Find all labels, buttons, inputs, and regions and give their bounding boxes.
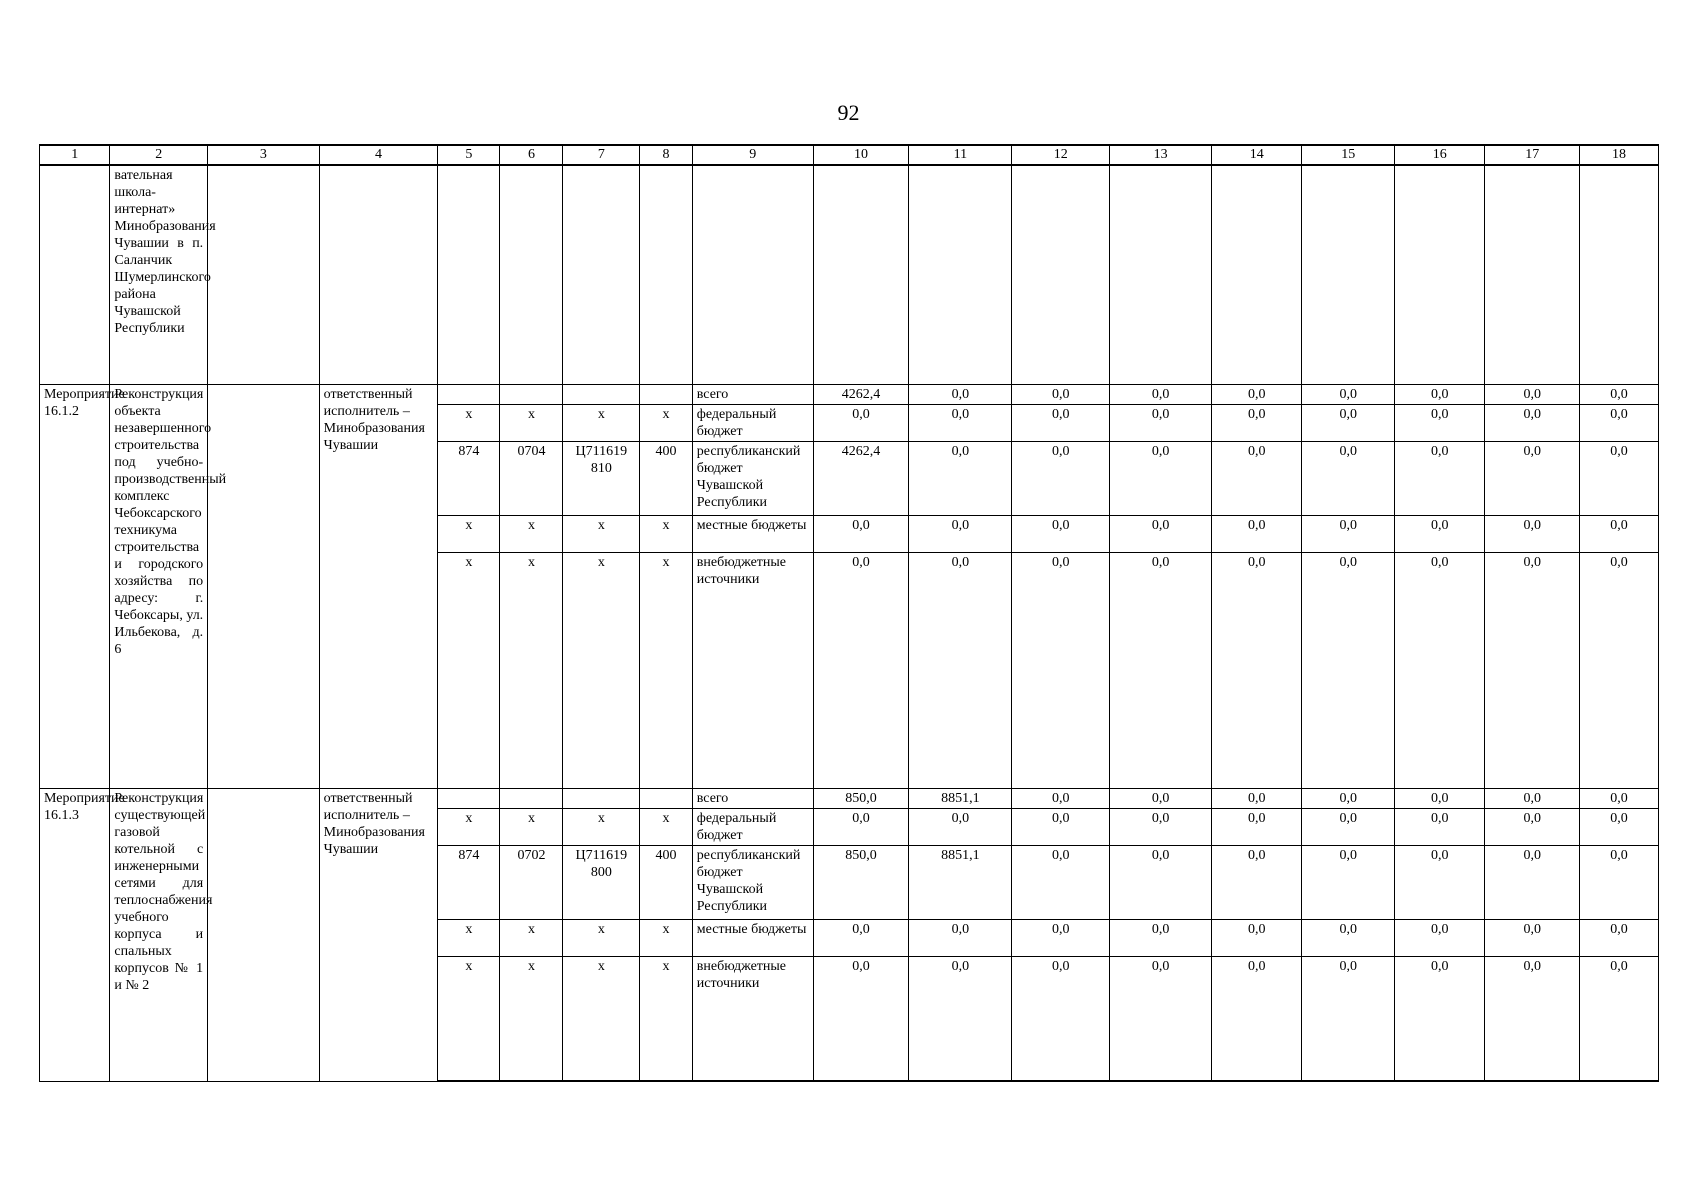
cell-grbs: x [438, 553, 500, 789]
col-header: 12 [1012, 145, 1110, 165]
cell-grbs: x [438, 957, 500, 1082]
cell-value: 4262,4 [813, 442, 909, 516]
cell-value: 0,0 [1110, 957, 1212, 1082]
col-header: 9 [692, 145, 813, 165]
cell-value: 0,0 [1302, 809, 1395, 846]
cell-value: 0,0 [909, 920, 1012, 957]
cell-value: 0,0 [1580, 385, 1659, 405]
cell-value: 0,0 [1580, 516, 1659, 553]
col-header: 18 [1580, 145, 1659, 165]
cell-value: 0,0 [1110, 846, 1212, 920]
cell-value: 0,0 [1485, 442, 1580, 516]
cell-value: 0,0 [1302, 442, 1395, 516]
cell-source: внебюджетные источники [692, 553, 813, 789]
cell-value: 0,0 [1110, 516, 1212, 553]
cell-value: 0,0 [1485, 385, 1580, 405]
cell-value: 0,0 [1485, 553, 1580, 789]
cell-value: 0,0 [1580, 920, 1659, 957]
cell-csr: x [563, 516, 640, 553]
cell-value: 0,0 [1012, 920, 1110, 957]
cell-value: 0,0 [1212, 789, 1302, 809]
cell-value: 0,0 [813, 553, 909, 789]
cell-value: 0,0 [1212, 553, 1302, 789]
cell-rzpr: 0702 [500, 846, 563, 920]
cell-value: 0,0 [1580, 789, 1659, 809]
cell-value: 8851,1 [909, 789, 1012, 809]
cell-rzpr: x [500, 957, 563, 1082]
col-header: 4 [319, 145, 438, 165]
cell-grbs: x [438, 516, 500, 553]
cell-value: 0,0 [909, 385, 1012, 405]
cell-vr: x [640, 957, 693, 1082]
cell-value: 0,0 [1302, 516, 1395, 553]
cell-value: 0,0 [1302, 553, 1395, 789]
cell-value: 0,0 [1580, 809, 1659, 846]
cell-value: 0,0 [1212, 846, 1302, 920]
cell-value: 0,0 [1302, 385, 1395, 405]
cell-csr [563, 789, 640, 809]
cell-value: 0,0 [1394, 789, 1484, 809]
cell-grbs: 874 [438, 846, 500, 920]
cell-value: 0,0 [1580, 553, 1659, 789]
cell-vr [640, 385, 693, 405]
col-header: 1 [40, 145, 110, 165]
cell-grbs [438, 789, 500, 809]
cell-value: 0,0 [1012, 789, 1110, 809]
col-header: 17 [1485, 145, 1580, 165]
cell-value: 0,0 [1302, 789, 1395, 809]
cell-value: 0,0 [909, 553, 1012, 789]
cell-value: 0,0 [813, 809, 909, 846]
cell-value: 0,0 [813, 957, 909, 1082]
cell-vr: x [640, 516, 693, 553]
cell-csr: x [563, 405, 640, 442]
executor: ответственный исполнитель – Минобразования Чувашии [319, 385, 438, 789]
cell-csr [563, 385, 640, 405]
table-row [40, 789, 1659, 809]
cell-value: 0,0 [1012, 957, 1110, 1082]
cell-value: 0,0 [1212, 920, 1302, 957]
table-row [40, 385, 1659, 405]
cell-value: 0,0 [1394, 846, 1484, 920]
measure-label: Мероприятие 16.1.2 [40, 385, 110, 789]
executor: ответственный исполнитель – Минобразования Чувашии [319, 789, 438, 1082]
col-header: 13 [1110, 145, 1212, 165]
measure-name: Реконструкция существующей газовой котельной с инженерными сетями для теплоснабжения учебного корпуса и спальных корпусов № 1 и № 2 [110, 789, 208, 1082]
cell-source: внебюджетные источники [692, 957, 813, 1082]
cell-value: 0,0 [1485, 405, 1580, 442]
cell-value: 0,0 [1012, 405, 1110, 442]
cell-csr: x [563, 553, 640, 789]
cell-grbs: x [438, 809, 500, 846]
cell-value: 0,0 [1110, 405, 1212, 442]
col-header: 2 [110, 145, 208, 165]
cell-value: 0,0 [813, 920, 909, 957]
col-header: 10 [813, 145, 909, 165]
cell-vr: 400 [640, 442, 693, 516]
col-header: 5 [438, 145, 500, 165]
column-number-row [40, 145, 1659, 165]
cell-value: 0,0 [1485, 809, 1580, 846]
cell-rzpr: x [500, 809, 563, 846]
cell-rzpr: x [500, 516, 563, 553]
cell-value: 0,0 [1212, 405, 1302, 442]
cell-csr: x [563, 957, 640, 1082]
cell-value: 0,0 [1110, 789, 1212, 809]
cell-value: 0,0 [1302, 920, 1395, 957]
cell-grbs: x [438, 405, 500, 442]
cell-value: 0,0 [909, 442, 1012, 516]
cell-value: 0,0 [1485, 516, 1580, 553]
cell-grbs [438, 385, 500, 405]
col-header: 14 [1212, 145, 1302, 165]
col-header: 11 [909, 145, 1012, 165]
cell-value: 0,0 [1580, 957, 1659, 1082]
cell-value: 0,0 [1110, 442, 1212, 516]
cell-value: 0,0 [1394, 957, 1484, 1082]
cell-value: 0,0 [813, 405, 909, 442]
cell-value: 0,0 [1580, 442, 1659, 516]
cell-source: местные бюджеты [692, 516, 813, 553]
cell-value: 0,0 [1394, 442, 1484, 516]
cell-vr: 400 [640, 846, 693, 920]
cell-source: республиканский бюджет Чувашской Республики [692, 846, 813, 920]
cell-rzpr [500, 789, 563, 809]
cell-value: 0,0 [1302, 957, 1395, 1082]
col-header: 15 [1302, 145, 1395, 165]
cell-value: 0,0 [909, 516, 1012, 553]
col-header: 7 [563, 145, 640, 165]
cell-value: 0,0 [1110, 385, 1212, 405]
cell-value: 0,0 [1485, 846, 1580, 920]
col-header: 3 [208, 145, 319, 165]
cell-value: 0,0 [1212, 516, 1302, 553]
cell-value: 0,0 [1302, 846, 1395, 920]
cell-value: 0,0 [1394, 920, 1484, 957]
cell-csr: Ц711619 800 [563, 846, 640, 920]
cell-value: 0,0 [1394, 516, 1484, 553]
cell-value: 0,0 [1012, 809, 1110, 846]
cell-csr: x [563, 920, 640, 957]
cell-value: 0,0 [1012, 516, 1110, 553]
cell-value: 8851,1 [909, 846, 1012, 920]
cell-value: 0,0 [1110, 553, 1212, 789]
cell-value: 0,0 [1012, 385, 1110, 405]
cell-csr: x [563, 809, 640, 846]
cell-value: 0,0 [1212, 442, 1302, 516]
cell-value: 0,0 [1212, 385, 1302, 405]
cell-source: республиканский бюджет Чувашской Республики [692, 442, 813, 516]
cell-source: всего [692, 789, 813, 809]
cell-value: 850,0 [813, 846, 909, 920]
cell-value: 0,0 [909, 809, 1012, 846]
cell-vr: x [640, 553, 693, 789]
cell-value: 0,0 [813, 516, 909, 553]
cell-value: 0,0 [1485, 789, 1580, 809]
budget-table [39, 144, 1659, 1082]
cell-value: 0,0 [1212, 957, 1302, 1082]
cell-value: 0,0 [1012, 553, 1110, 789]
cell-value: 0,0 [1212, 809, 1302, 846]
cell-value: 0,0 [1110, 809, 1212, 846]
cell-grbs: 874 [438, 442, 500, 516]
cell-value: 0,0 [1580, 405, 1659, 442]
cell-source: федеральный бюджет [692, 809, 813, 846]
page-number: 92 [837, 100, 860, 125]
continuation-row [40, 165, 1659, 385]
cell-value: 0,0 [909, 957, 1012, 1082]
cell-value: 0,0 [1394, 385, 1484, 405]
cell-grbs: x [438, 920, 500, 957]
cell-value: 850,0 [813, 789, 909, 809]
cell-rzpr: x [500, 405, 563, 442]
cell-vr: x [640, 920, 693, 957]
measure-name: Реконструкция объекта незавершенного строительства под учебно-производственный комплекс Чебоксарского техникума строительства и городского хозяйства по адресу: г. Чебоксары, ул. Ильбекова, д. 6 [110, 385, 208, 789]
cell-rzpr: x [500, 553, 563, 789]
cell-source: местные бюджеты [692, 920, 813, 957]
cell-rzpr: x [500, 920, 563, 957]
measure-label: Мероприятие 16.1.3 [40, 789, 110, 1082]
cell-value: 0,0 [1012, 846, 1110, 920]
cell-rzpr [500, 385, 563, 405]
cell-vr: x [640, 809, 693, 846]
col-header: 8 [640, 145, 693, 165]
cell-value: 0,0 [1580, 846, 1659, 920]
col-header: 16 [1394, 145, 1484, 165]
cell-source: федеральный бюджет [692, 405, 813, 442]
cell-vr [640, 789, 693, 809]
cell-value: 0,0 [1485, 920, 1580, 957]
cell-value: 0,0 [909, 405, 1012, 442]
cell-vr: x [640, 405, 693, 442]
cell-value: 4262,4 [813, 385, 909, 405]
cell-value: 0,0 [1394, 405, 1484, 442]
cell-value: 0,0 [1012, 442, 1110, 516]
cell-value: 0,0 [1110, 920, 1212, 957]
cell-rzpr: 0704 [500, 442, 563, 516]
cell-csr: Ц711619 810 [563, 442, 640, 516]
cell-value: 0,0 [1302, 405, 1395, 442]
col-header: 6 [500, 145, 563, 165]
cell-value: 0,0 [1394, 809, 1484, 846]
cell-source: всего [692, 385, 813, 405]
continuation-text: вательная школа-интернат» Минобразования Чувашии в п. Саланчик Шумерлинского района Чувашской Республики [110, 165, 208, 385]
cell-value: 0,0 [1485, 957, 1580, 1082]
cell-value: 0,0 [1394, 553, 1484, 789]
